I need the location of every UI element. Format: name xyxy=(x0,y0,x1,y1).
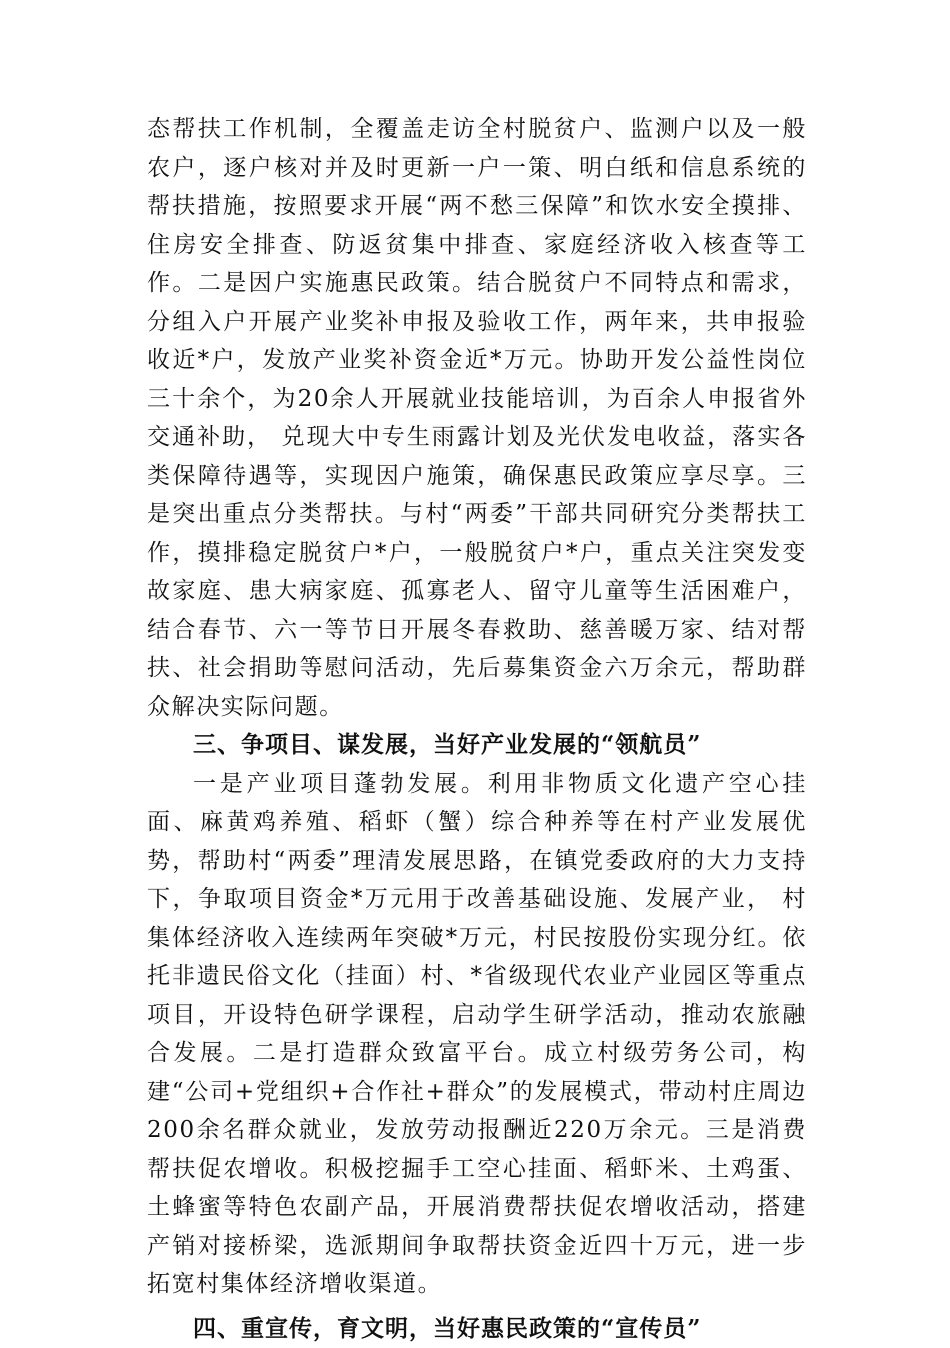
body-paragraph: 一是产业项目蓬勃发展。利用非物质文化遗产空心挂面、麻黄鸡养殖、稻虾（蟹）综合种养等在村产业发展优势，帮助村“两委”理清发展思路，在镇党委政府的大力支持下，争取项目资金*万元用于改善基础设施、发展产业， 村集体经济收入连续两年突破*万元，村民按股份实现分红。依托非遗民俗文化（挂面）村、*省级现代农业产业园区等重点项目，开设特色研学课程，启动学生研学活动，推动农旅融合发展。二是打造群众致富平台。成立村级劳务公司，构建“公司+党组织+合作社+群众”的发展模式，带动村庄周边200余名群众就业，发放劳动报酬近220万余元。三是消费帮扶促农增收。积极挖掘手工空心挂面、稻虾米、土鸡蛋、土蜂蜜等特色农副产品，开展消费帮扶促农增收活动，搭建产销对接桥梁，选派期间争取帮扶资金近四十万元，进一步拓宽村集体经济增收渠道。 xyxy=(147,765,807,1304)
document-page xyxy=(147,110,807,1348)
section-heading-3: 三、争项目、谋发展，当好产业发展的“领航员” xyxy=(147,726,807,765)
section-heading-4: 四、重宣传，育文明，当好惠民政策的“宣传员” xyxy=(147,1310,807,1348)
body-paragraph: 态帮扶工作机制，全覆盖走访全村脱贫户、监测户以及一般农户，逐户核对并及时更新一户一策、明白纸和信息系统的帮扶措施，按照要求开展“两不愁三保障”和饮水安全摸排、住房安全排查、防返贫集中排查、家庭经济收入核查等工作。二是因户实施惠民政策。结合脱贫户不同特点和需求，分组入户开展产业奖补申报及验收工作，两年来，共申报验收近*户，发放产业奖补资金近*万元。协助开发公益性岗位三十余个，为20余人开展就业技能培训，为百余人申报省外交通补助， 兑现大中专生雨露计划及光伏发电收益，落实各类保障待遇等，实现因户施策，确保惠民政策应享尽享。三是突出重点分类帮扶。与村“两委”干部共同研究分类帮扶工作，摸排稳定脱贫户*户，一般脱贫户*户，重点关注突发变故家庭、患大病家庭、孤寡老人、留守儿童等生活困难户，结合春节、六一等节日开展冬春救助、慈善暖万家、结对帮扶、社会捐助等慰问活动，先后募集资金六万余元，帮助群众解决实际问题。 xyxy=(147,110,807,726)
